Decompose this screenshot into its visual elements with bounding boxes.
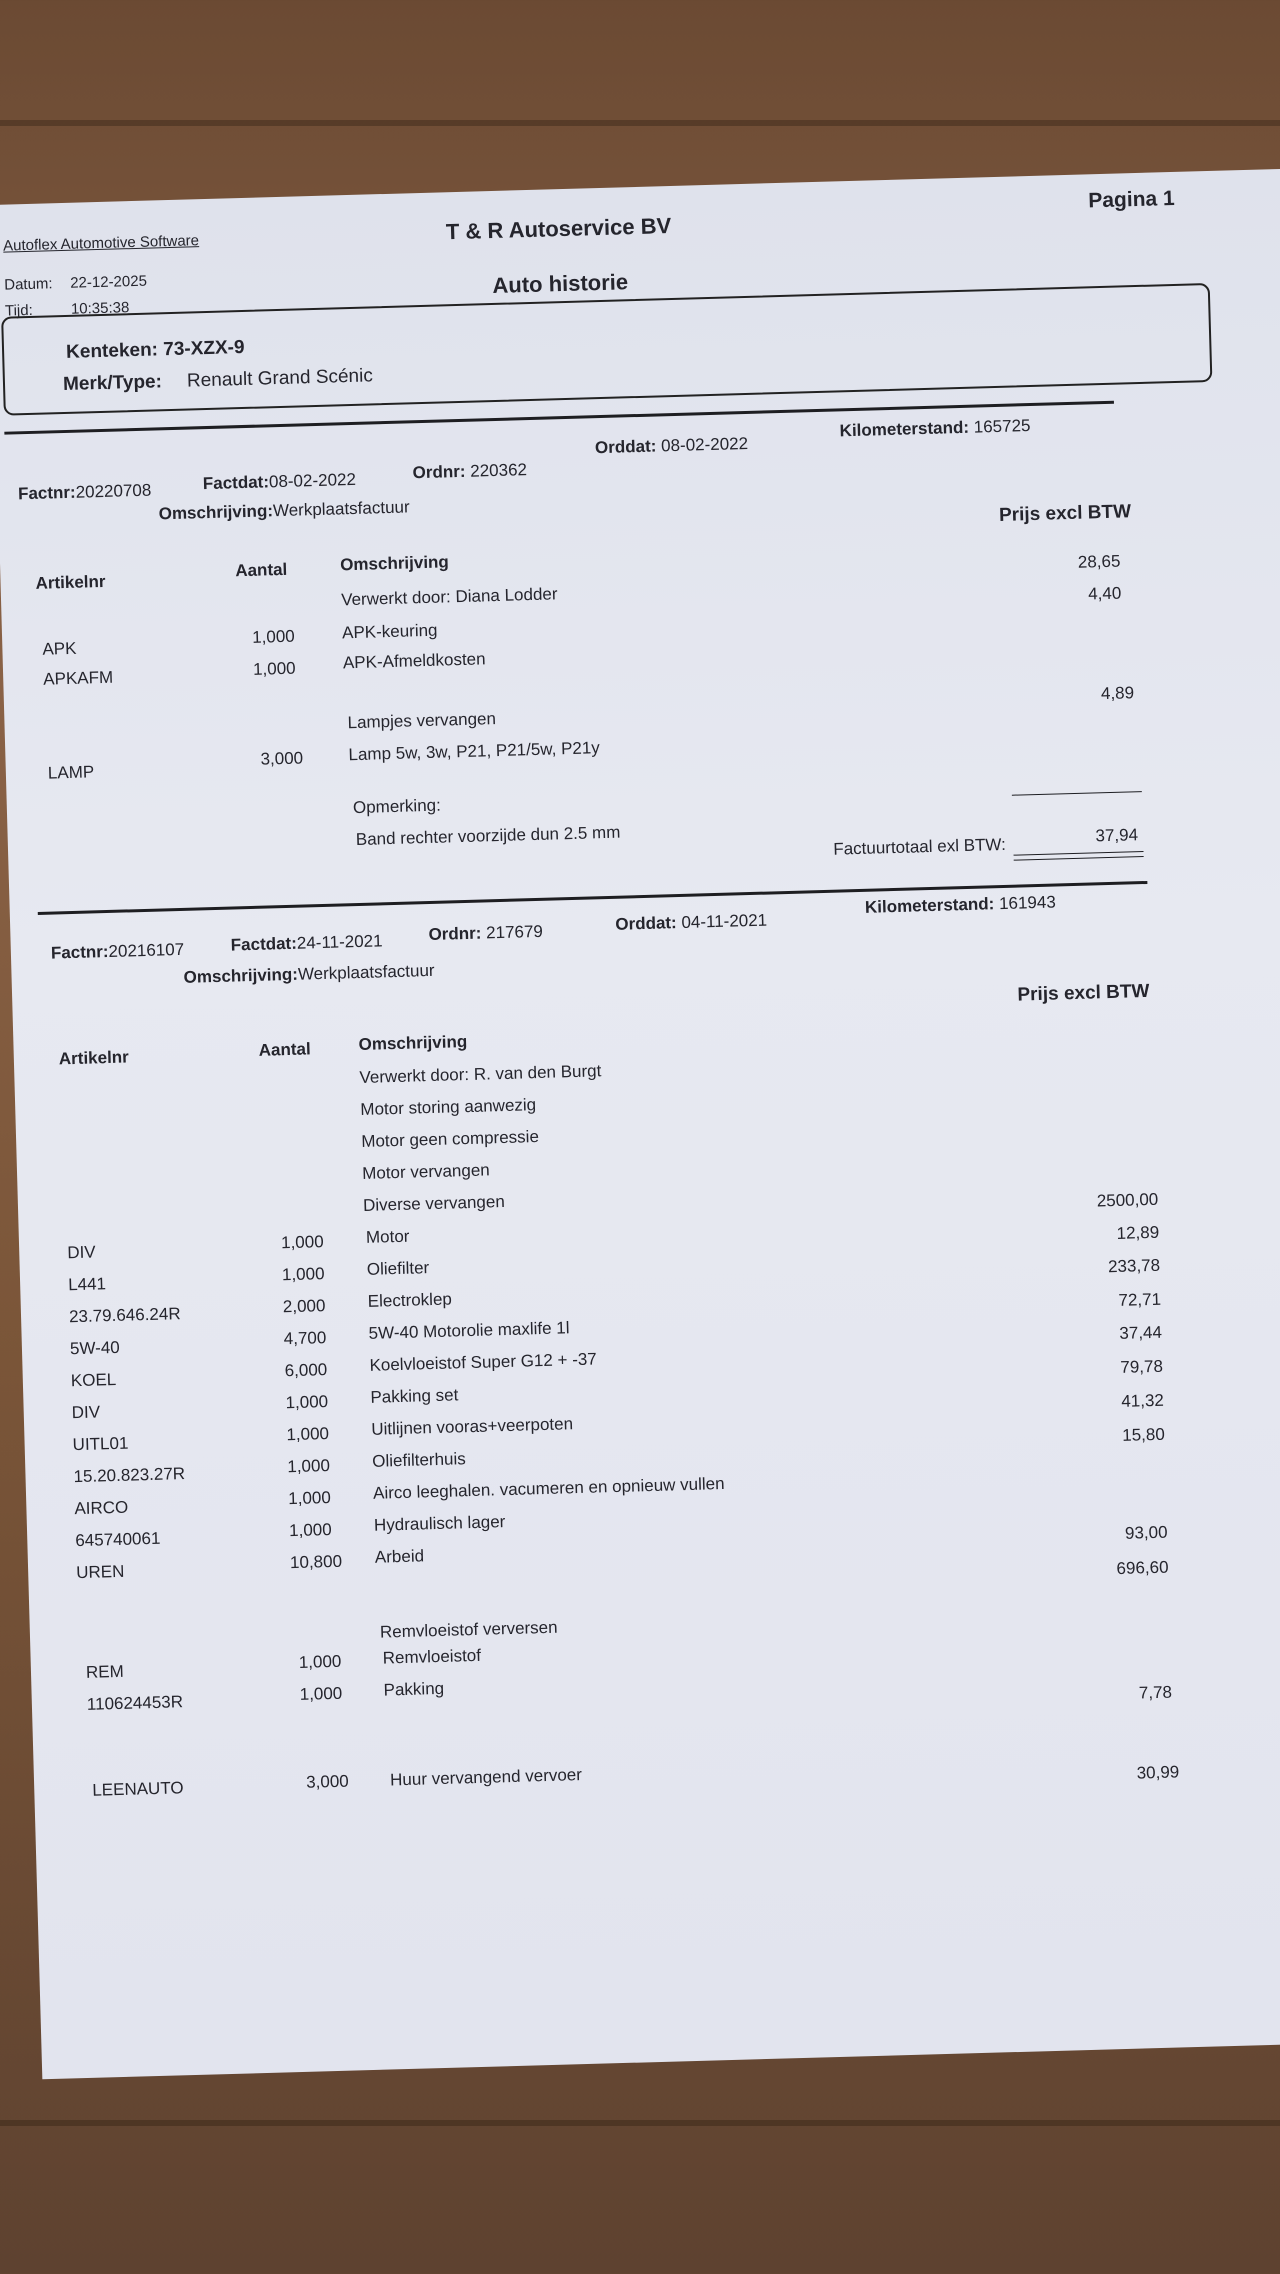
inv2-extra-price: 696,60: [1116, 1557, 1169, 1579]
inv1-col-omschrijving: Omschrijving: [339, 552, 450, 575]
inv2-col-prijs: Prijs excl BTW: [1017, 980, 1150, 1006]
inv2-row-omschr: Uitlijnen vooras+veerpoten: [371, 1414, 574, 1439]
inv2-row-art: 15.20.823.27R: [73, 1464, 186, 1487]
leenauto-art: LEENAUTO: [92, 1778, 184, 1800]
rem-price: 7,78: [1138, 1682, 1173, 1703]
datum-label: Datum:: [4, 275, 53, 294]
inv1-row-prijs: 4,40: [1087, 583, 1122, 604]
kenteken: Kenteken: 73-XZX-9: [65, 336, 245, 363]
page-number: Pagina 1: [1087, 186, 1175, 213]
inv2-row-aantal: 10,800: [289, 1551, 343, 1573]
inv2-col-aantal: Aantal: [258, 1039, 311, 1060]
total-underline: [1014, 856, 1144, 861]
inv1-km: Kilometerstand: 165725: [839, 416, 1031, 441]
invoice-paper: [0, 169, 1280, 2080]
inv2-row-art: DIV: [67, 1242, 96, 1263]
inv2-row-art: KOEL: [70, 1369, 117, 1391]
inv2-row-omschr: Pakking set: [370, 1385, 459, 1407]
inv2-row-prijs: 72,71: [1118, 1289, 1162, 1310]
inv2-row-prijs: 12,89: [1116, 1222, 1160, 1243]
inv2-row-prijs: 233,78: [1107, 1255, 1161, 1277]
inv2-row-aantal: 6,000: [284, 1360, 328, 1381]
inv2-note: Verwerkt door: R. van den Burgt: [359, 1061, 602, 1088]
inv2-km: Kilometerstand: 161943: [864, 892, 1057, 917]
inv2-row-omschr: Arbeid: [374, 1546, 425, 1567]
inv2-row-prijs: 41,32: [1121, 1390, 1165, 1411]
inv1-opmerking-label: Opmerking:: [352, 795, 442, 818]
inv1-row-omschr: Lamp 5w, 3w, P21, P21/5w, P21y: [348, 738, 601, 765]
inv2-row-art: 645740061: [75, 1528, 161, 1551]
inv1-total: 37,94: [1095, 825, 1139, 846]
inv2-row-omschr: Airco leeghalen. vacumeren en opnieuw vullen: [372, 1473, 725, 1503]
inv2-row-omschr: Motor: [365, 1226, 410, 1247]
inv2-omschrijving: Omschrijving:Werkplaatsfactuur: [183, 960, 435, 987]
inv1-col-prijs: Prijs excl BTW: [998, 501, 1132, 526]
inv2-note: Motor storing aanwezig: [360, 1095, 537, 1120]
merk-value: Renault Grand Scénic: [186, 365, 374, 392]
inv1-col-artikel: Artikelnr: [35, 571, 106, 593]
inv2-row-prijs: 15,80: [1121, 1424, 1166, 1445]
leenauto-omschr: Huur vervangend vervoer: [389, 1765, 583, 1790]
rem-aantal: 1,000: [298, 1651, 342, 1672]
inv2-row-omschr: Oliefilterhuis: [371, 1449, 467, 1471]
inv2-row-aantal: 1,000: [287, 1456, 331, 1477]
tijd-label: Tijd:: [4, 301, 33, 320]
inv2-row-aantal: 1,000: [281, 1264, 325, 1285]
inv2-row-prijs: 79,78: [1120, 1356, 1164, 1377]
inv2-note: Motor vervangen: [361, 1160, 490, 1183]
page-title: Auto historie: [492, 269, 629, 298]
inv1-row-aantal: 1,000: [252, 658, 296, 679]
inv2-row-omschr: Electroklep: [367, 1289, 453, 1311]
inv1-row-omschr: APK-Afmeldkosten: [342, 649, 486, 673]
inv2-row-aantal: 1,000: [288, 1519, 332, 1541]
inv1-factdat: Factdat:08-02-2022: [202, 469, 357, 494]
inv2-row-prijs: 37,44: [1119, 1322, 1163, 1343]
inv1-row-prijs: 4,89: [1100, 683, 1135, 704]
inv1-row-art: APKAFM: [42, 667, 114, 689]
rem-aantal: 1,000: [299, 1683, 343, 1704]
inv2-row-prijs: 93,00: [1124, 1522, 1168, 1543]
inv1-omschrijving: Omschrijving:Werkplaatsfactuur: [158, 497, 410, 524]
inv2-row-art: AIRCO: [74, 1497, 129, 1519]
tijd-value: 10:35:38: [70, 299, 130, 318]
inv2-row-omschr: 5W-40 Motorolie maxlife 1l: [368, 1318, 570, 1343]
rem-art: REM: [85, 1661, 125, 1682]
inv2-row-omschr: Koelvloeistof Super G12 + -37: [369, 1349, 598, 1375]
leenauto-aantal: 3,000: [305, 1771, 349, 1792]
inv2-col-omschrijving: Omschrijving: [358, 1032, 468, 1055]
inv2-row-aantal: 2,000: [282, 1296, 326, 1317]
rem-art: 110624453R: [86, 1692, 184, 1714]
inv1-col-aantal: Aantal: [235, 559, 288, 581]
inv1-ordnr: Ordnr: 220362: [412, 460, 528, 483]
inv2-row-aantal: 1,000: [287, 1487, 332, 1509]
rem-omschr: Pakking: [383, 1678, 445, 1700]
inv1-opmerking: Band rechter voorzijde dun 2.5 mm: [355, 822, 621, 850]
rem-title: Remvloeistof verversen: [379, 1617, 558, 1642]
inv2-row-art: DIV: [71, 1402, 101, 1423]
inv2-row-art: 23.79.646.24R: [68, 1304, 181, 1327]
inv2-row-art: UITL01: [72, 1433, 129, 1455]
inv2-row-art: L441: [67, 1274, 107, 1295]
inv2-ordnr: Ordnr: 217679: [428, 921, 544, 945]
inv1-row-omschr: APK-keuring: [341, 620, 438, 643]
wood-grain: [0, 120, 1280, 126]
inv1-row-omschr: Verwerkt door: Diana Lodder: [340, 584, 558, 610]
inv2-row-aantal: 1,000: [286, 1424, 330, 1445]
inv2-row-prijs: 2500,00: [1096, 1189, 1159, 1211]
inv1-orddat: Orddat: 08-02-2022: [594, 433, 749, 458]
leenauto-price: 30,99: [1136, 1762, 1180, 1783]
datum-value: 22-12-2025: [69, 272, 148, 292]
inv1-row-art: LAMP: [47, 762, 95, 783]
inv2-row-aantal: 4,700: [283, 1328, 327, 1349]
inv2-row-aantal: 1,000: [280, 1232, 324, 1253]
software-name: Autoflex Automotive Software: [2, 232, 200, 255]
inv1-row-omschr: Lampjes vervangen: [347, 709, 497, 733]
inv2-row-art: 5W-40: [69, 1337, 120, 1359]
inv1-row-art: APK: [42, 638, 77, 659]
inv2-factnr: Factnr:20216107: [50, 939, 185, 963]
inv1-row-aantal: 3,000: [260, 748, 304, 769]
wood-grain: [0, 2120, 1280, 2126]
inv2-row-omschr: Oliefilter: [366, 1258, 430, 1279]
rem-omschr: Remvloeistof: [382, 1645, 482, 1668]
inv2-row-aantal: 1,000: [285, 1392, 329, 1413]
vehicle-box: [1, 283, 1212, 416]
inv1-row-aantal: 1,000: [251, 626, 295, 647]
inv2-factdat: Factdat:24-11-2021: [230, 931, 383, 955]
inv1-row-prijs: 28,65: [1077, 551, 1121, 572]
total-underline: [1014, 851, 1144, 856]
inv2-col-artikel: Artikelnr: [58, 1047, 130, 1069]
inv2-row-art: UREN: [75, 1561, 125, 1583]
inv1-total-label: Factuurtotaal exl BTW:: [833, 834, 1007, 859]
inv2-row-omschr: Hydraulisch lager: [373, 1512, 506, 1535]
total-line: [1012, 791, 1142, 796]
inv2-note: Diverse vervangen: [362, 1192, 506, 1215]
inv1-factnr: Factnr:20220708: [17, 480, 152, 504]
inv2-note: Motor geen compressie: [361, 1127, 540, 1151]
company-name: T & R Autoservice BV: [445, 212, 672, 245]
inv2-orddat: Orddat: 04-11-2021: [615, 910, 768, 934]
merk-label: Merk/Type:: [62, 371, 163, 396]
